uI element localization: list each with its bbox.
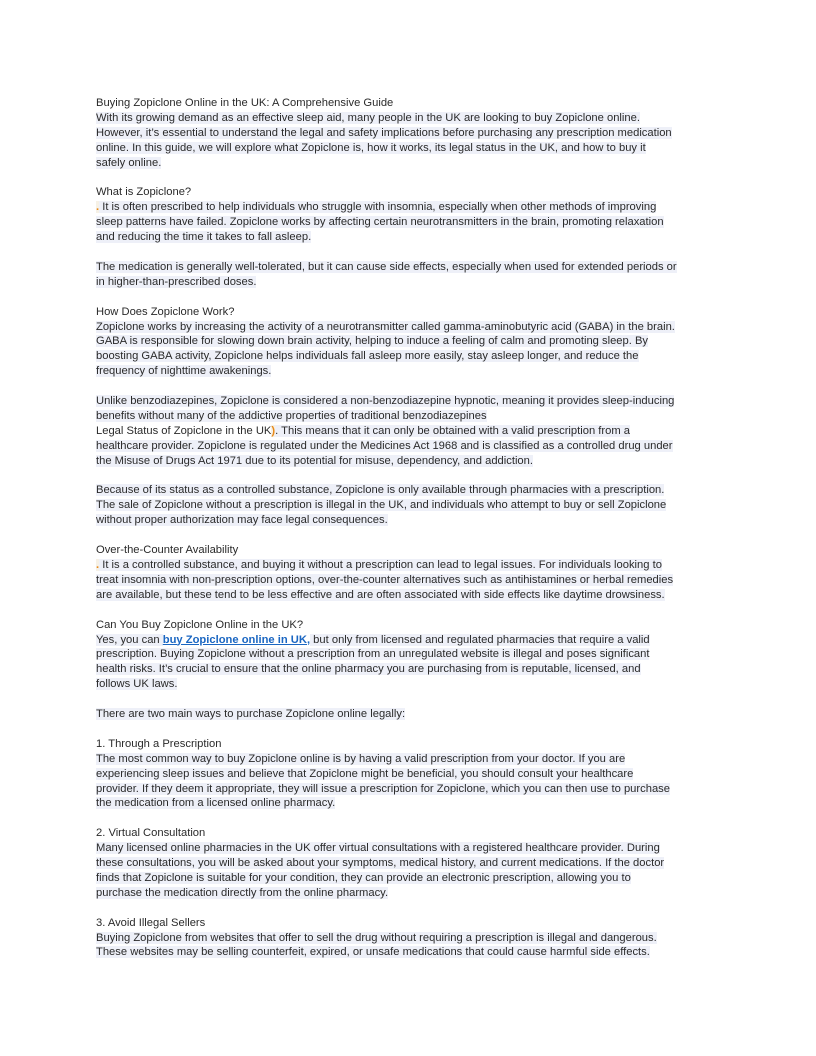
paragraph-gap (96, 811, 726, 826)
body-line (96, 215, 726, 230)
body-text: benefits without many of the addictive properties of traditional benzodiazepines (96, 409, 487, 422)
body-line (96, 931, 726, 946)
document-title (96, 96, 726, 111)
heading-text: 3. Avoid Illegal Sellers (96, 916, 206, 929)
body-line (96, 647, 726, 662)
body-text: GABA is responsible for slowing down brain activity, helping to induce a feeling of calm and promoting sleep. By (96, 335, 649, 348)
paragraph-gap (96, 722, 726, 737)
body-line (96, 200, 726, 215)
body-line (96, 677, 726, 692)
section-heading-way2 (96, 826, 726, 841)
body-text: Buying Zopiclone from websites that offer to sell the drug without requiring a prescription is illegal and dangerous. (96, 931, 657, 944)
body-line (96, 588, 726, 603)
heading-text: Can You Buy Zopiclone Online in the UK? (96, 618, 304, 631)
body-text: without proper authorization may face legal consequences. (96, 514, 388, 527)
body-line (96, 707, 726, 722)
body-text: but only from licensed and regulated pharmacies that require a valid (310, 633, 650, 646)
body-line (96, 364, 726, 379)
body-text: Because of its status as a controlled substance, Zopiclone is only available through pharmacies with a prescription. (96, 484, 665, 497)
section-heading-way1 (96, 737, 726, 752)
body-line (96, 633, 726, 648)
body-line (96, 230, 726, 245)
heading-text: 1. Through a Prescription (96, 737, 222, 750)
paragraph-gap (96, 901, 726, 916)
body-text: treat insomnia with non-prescription options, over-the-counter alternatives such as antihistamines or herbal remedies (96, 573, 674, 586)
body-line (96, 871, 726, 886)
body-text: The most common way to buy Zopiclone online is by having a valid prescription from your doctor. If you are (96, 752, 626, 765)
body-text: sleep patterns have failed. Zopiclone works by affecting certain neurotransmitters in the brain, promoting relaxation (96, 216, 664, 229)
body-line (96, 275, 726, 290)
body-line (96, 796, 726, 811)
body-line (96, 424, 726, 439)
body-text: frequency of nighttime awakenings. (96, 365, 272, 378)
body-line (96, 349, 726, 364)
body-text: prescription. Buying Zopiclone without a prescription from an unregulated website is illegal and poses significant (96, 648, 650, 661)
body-text: It is often prescribed to help individuals who struggle with insomnia, especially when other methods of improving (99, 201, 657, 214)
paragraph-gap (96, 290, 726, 305)
body-text: It is a controlled substance, and buying it without a prescription can lead to legal issues. For individuals looking to (99, 559, 662, 571)
highlight-mark: ) (271, 424, 276, 437)
section-heading-how-works (96, 305, 726, 320)
body-line (96, 573, 726, 588)
heading-text: Over-the-Counter Availability (96, 544, 239, 557)
intro-line (96, 156, 726, 171)
body-text: these consultations, you will be asked about your symptoms, medical history, and current medications. If the doctor (96, 857, 665, 870)
section-heading-what-is (96, 185, 726, 200)
body-line (96, 513, 726, 528)
body-text: follows UK laws. (96, 678, 178, 691)
paragraph-gap (96, 692, 726, 707)
body-text: purchase the medication directly from the online pharmacy. (96, 886, 389, 899)
buy-zopiclone-link[interactable]: buy Zopiclone online in UK, (162, 633, 311, 646)
paragraph-gap (96, 379, 726, 394)
body-line (96, 945, 726, 960)
body-text: There are two main ways to purchase Zopiclone online legally: (96, 708, 406, 721)
body-line (96, 782, 726, 797)
paragraph-gap (96, 603, 726, 618)
intro-text: online. In this guide, we will explore what Zopiclone is, how it works, its legal status in the UK, and how to buy it (96, 141, 646, 154)
paragraph-gap (96, 245, 726, 260)
body-line (96, 767, 726, 782)
body-text: the Misuse of Drugs Act 1971 due to its potential for misuse, dependency, and addiction. (96, 454, 533, 467)
body-text: These websites may be selling counterfeit, expired, or unsafe medications that could cause harmful side effects. (96, 946, 650, 959)
body-text: in higher-than-prescribed doses. (96, 275, 257, 288)
body-text: The sale of Zopiclone without a prescription is illegal in the UK, and individuals who attempt to buy or sell Zopiclone (96, 499, 667, 512)
legal-heading-inline: Legal Status of Zopiclone in the UK (96, 424, 272, 437)
document-title-text: Buying Zopiclone Online in the UK: A Comprehensive Guide (96, 97, 394, 109)
body-text: healthcare provider. Zopiclone is regulated under the Medicines Act 1968 and is classified as a controlled drug under (96, 439, 673, 452)
body-line (96, 886, 726, 901)
body-text: provider. If they deem it appropriate, they will issue a prescription for Zopiclone, which you can then use to purchase (96, 782, 670, 795)
body-line (96, 439, 726, 454)
body-text: and reducing the time it takes to fall asleep. (96, 231, 312, 244)
body-text: finds that Zopiclone is suitable for your condition, they can provide an electronic prescription, allowing you to (96, 871, 631, 884)
body-text: Many licensed online pharmacies in the UK offer virtual consultations with a registered healthcare provider. During (96, 842, 660, 855)
body-line (96, 841, 726, 856)
body-line (96, 320, 726, 335)
body-line (96, 558, 726, 573)
body-text: boosting GABA activity, Zopiclone helps individuals fall asleep more easily, stay asleep longer, and reduce the (96, 350, 639, 363)
intro-line (96, 111, 726, 126)
body-line (96, 334, 726, 349)
paragraph-gap (96, 469, 726, 484)
body-text: The medication is generally well-tolerated, but it can cause side effects, especially when used for extended periods or (96, 260, 677, 273)
intro-text: However, it’s essential to understand the legal and safety implications before purchasing any prescription medication (96, 126, 672, 139)
intro-text: With its growing demand as an effective sleep aid, many people in the UK are looking to buy Zopiclone online. (96, 111, 640, 124)
body-line (96, 498, 726, 513)
section-heading-otc (96, 543, 726, 558)
paragraph-gap (96, 528, 726, 543)
intro-line (96, 126, 726, 141)
body-text: Yes, you can (96, 633, 163, 646)
heading-text: How Does Zopiclone Work? (96, 305, 235, 318)
body-line (96, 662, 726, 677)
body-text: the medication from a licensed online pharmacy. (96, 797, 336, 810)
body-line (96, 856, 726, 871)
intro-text: safely online. (96, 156, 162, 169)
intro-line (96, 141, 726, 156)
body-line (96, 260, 726, 275)
heading-text: 2. Virtual Consultation (96, 827, 206, 840)
body-line (96, 409, 726, 424)
body-text: are available, but these tend to be less effective and are often associated with side effects like daytime drowsiness. (96, 588, 665, 601)
body-text: Zopiclone works by increasing the activity of a neurotransmitter called gamma-aminobutyric acid (GABA) in the brain. (96, 320, 675, 333)
body-text: experiencing sleep issues and believe that Zopiclone might be beneficial, you should consult your healthcare (96, 767, 634, 780)
body-text: Unlike benzodiazepines, Zopiclone is considered a non-benzodiazepine hypnotic, meaning it provides sleep-inducing (96, 395, 675, 408)
body-line (96, 394, 726, 409)
body-line (96, 454, 726, 469)
heading-text: What is Zopiclone? (96, 186, 192, 199)
paragraph-gap (96, 171, 726, 186)
body-text: health risks. It’s crucial to ensure that the online pharmacy you are purchasing from is reputable, licensed, and (96, 663, 641, 676)
highlight-mark: . (96, 201, 100, 214)
body-text: . This means that it can only be obtained with a valid prescription from a (275, 424, 630, 437)
section-heading-can-buy (96, 618, 726, 633)
section-heading-way3 (96, 916, 726, 931)
highlight-mark: . (96, 559, 100, 571)
body-line (96, 752, 726, 767)
body-line (96, 483, 726, 498)
